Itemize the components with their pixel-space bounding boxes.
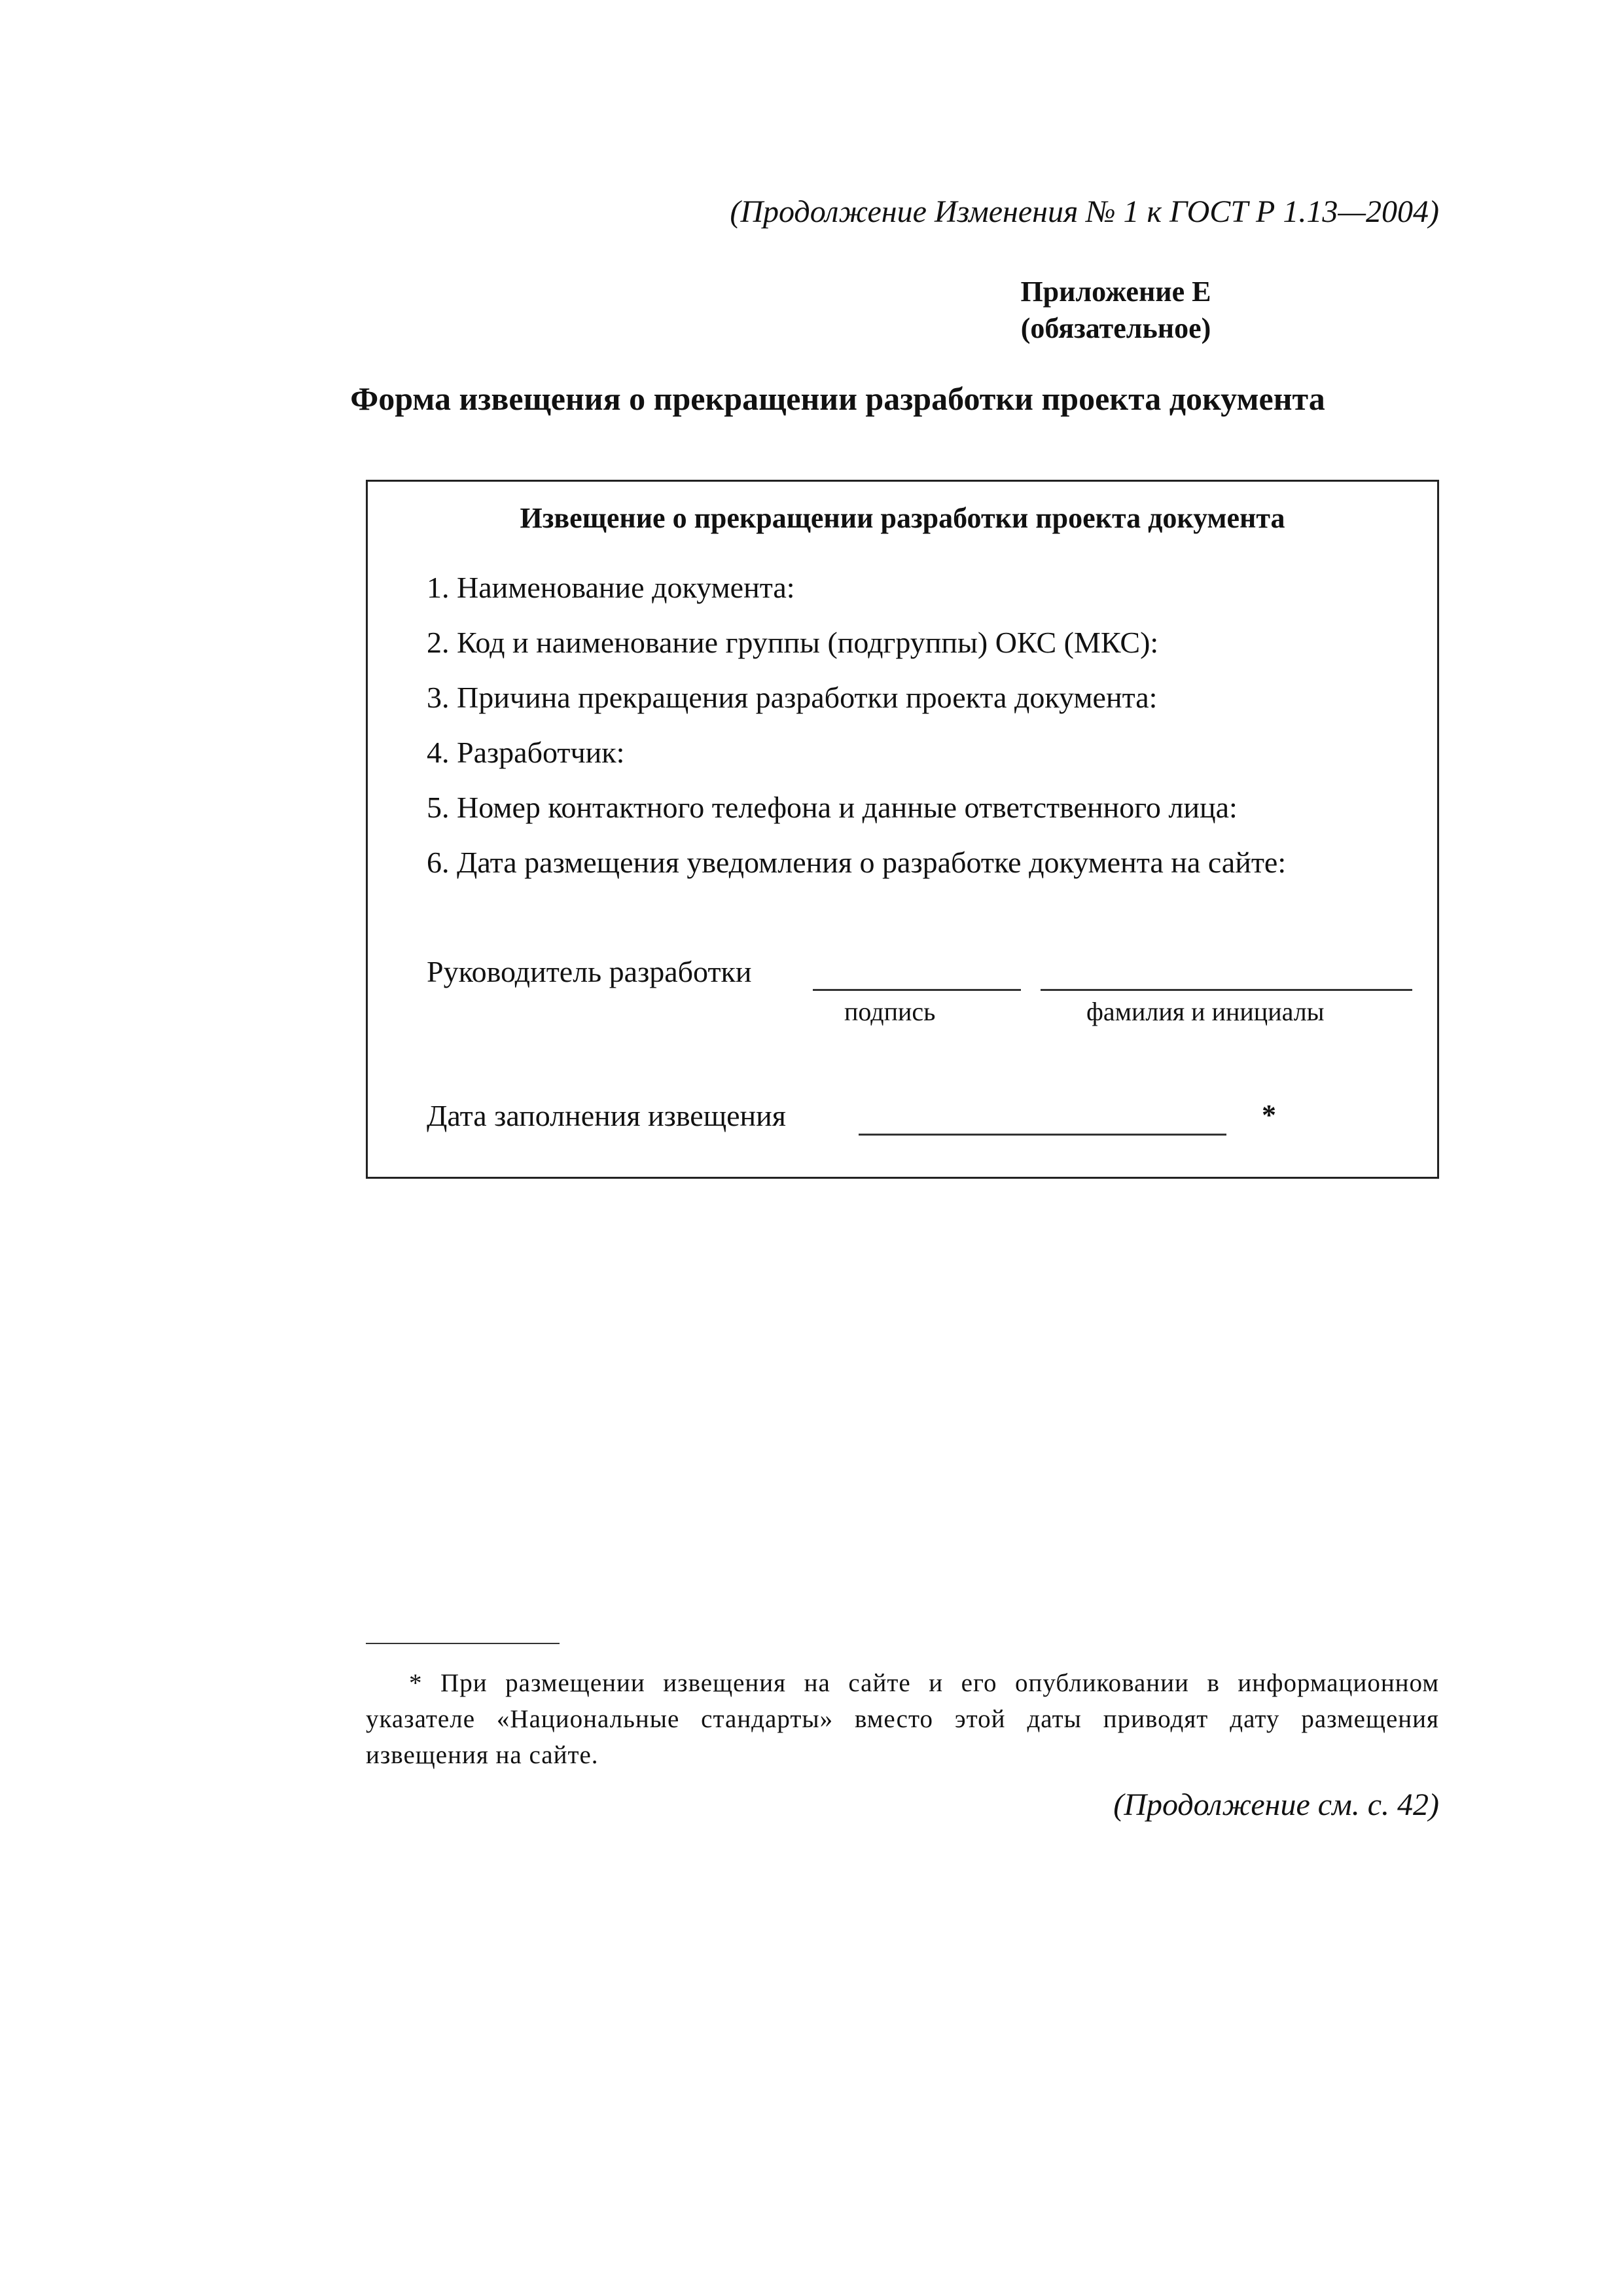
appendix-status: (обязательное): [1020, 312, 1211, 344]
head-of-development-label: Руководитель разработки: [427, 955, 752, 988]
form-item-publication-date: 6. Дата размещения уведомления о разработке документа на сайте:: [427, 846, 1287, 879]
form-heading: Извещение о прекращении разработки проекта документа: [520, 502, 1285, 534]
signature-line[interactable]: [813, 989, 1021, 991]
form-item-contact: 5. Номер контактного телефона и данные ответственного лица:: [427, 791, 1238, 824]
name-caption: фамилия и инициалы: [1086, 997, 1325, 1026]
footnote-text: * При размещении извещения на сайте и его опубликовании в информационном указателе «Национальные стандарты» вместо этой даты приводят дату размещения извещения на сайте.: [366, 1669, 1439, 1769]
continuation-footer: (Продолжение см. с. 42): [1113, 1787, 1439, 1822]
appendix-title: Приложение Е: [1020, 276, 1211, 308]
signature-caption: подпись: [844, 997, 936, 1026]
appendix-heading: [0, 274, 1623, 347]
fill-date-line[interactable]: [859, 1134, 1226, 1136]
footnote-divider: [366, 1643, 560, 1644]
section-title: Форма извещения о прекращении разработки проекта документа: [350, 380, 1325, 417]
fill-date-label: Дата заполнения извещения: [427, 1099, 786, 1132]
form-item-oks-code: 2. Код и наименование группы (подгруппы) ОКС (МКС):: [427, 626, 1159, 659]
form-item-termination-reason: 3. Причина прекращения разработки проекта документа:: [427, 681, 1158, 714]
form-item-developer: 4. Разработчик:: [427, 736, 625, 769]
notice-form: [366, 480, 1439, 1179]
footnote-marker: *: [1262, 1099, 1276, 1131]
form-item-document-name: 1. Наименование документа:: [427, 571, 795, 604]
continuation-header: (Продолжение Изменения № 1 к ГОСТ Р 1.13—2004): [730, 194, 1439, 229]
name-line[interactable]: [1041, 989, 1412, 991]
